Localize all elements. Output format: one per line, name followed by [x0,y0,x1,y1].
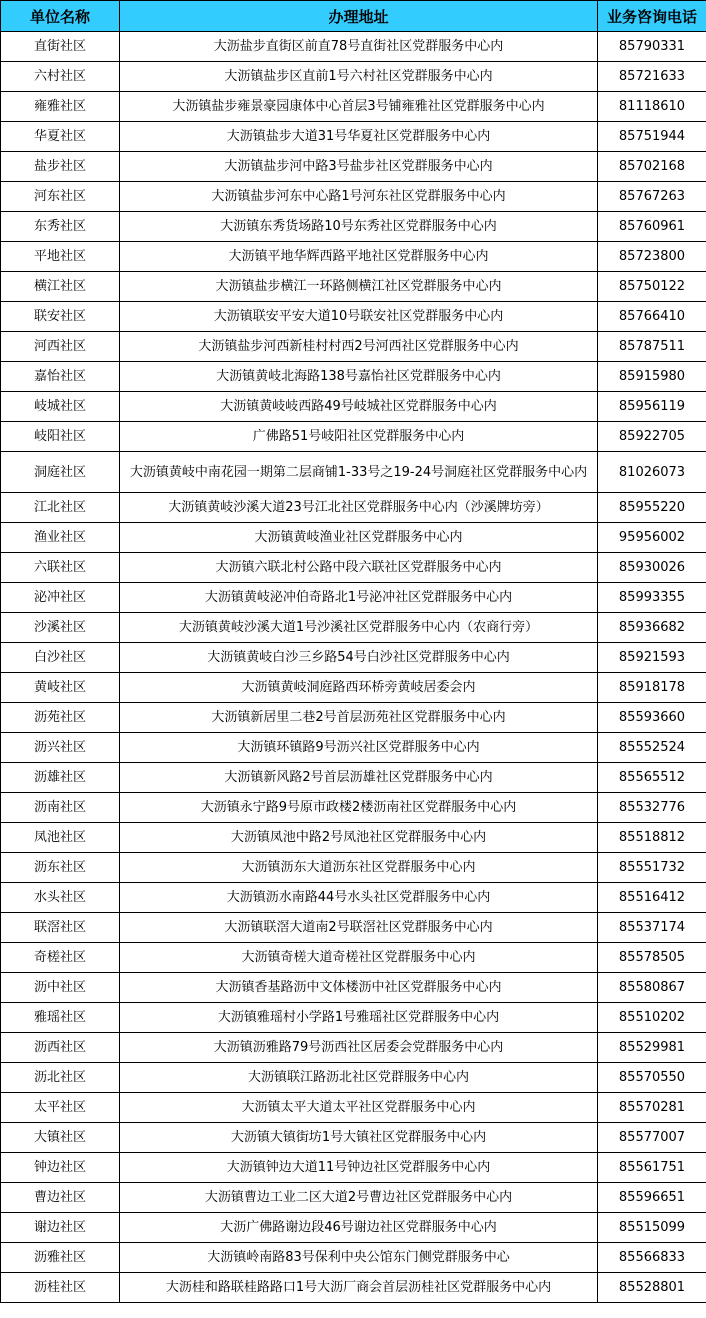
table-row [1,272,706,302]
address-cell: 大沥镇沥雅路79号沥西社区居委会党群服务中心内 [120,1033,598,1063]
table-row [1,703,706,733]
unit-name-cell: 沥南社区 [1,793,120,823]
table-row [1,332,706,362]
address-cell: 大沥镇盐步河中路3号盐步社区党群服务中心内 [120,152,598,182]
address-cell: 大沥镇盐步横江一环路侧横江社区党群服务中心内 [120,272,598,302]
address-cell: 大沥镇黄岐沙溪大道1号沙溪社区党群服务中心内（农商行旁） [120,613,598,643]
table-row [1,973,706,1003]
table-row [1,212,706,242]
unit-name-cell: 东秀社区 [1,212,120,242]
address-cell: 大沥镇雅瑶村小学路1号雅瑶社区党群服务中心内 [120,1003,598,1033]
address-cell: 大沥镇黄岐沙溪大道23号江北社区党群服务中心内（沙溪牌坊旁） [120,493,598,523]
phone-cell: 85760961 [598,212,706,242]
address-cell: 大沥镇奇槎大道奇槎社区党群服务中心内 [120,943,598,973]
unit-name-cell: 洞庭社区 [1,452,120,493]
table-row [1,913,706,943]
phone-cell: 85510202 [598,1003,706,1033]
address-cell: 大沥镇东秀货场路10号东秀社区党群服务中心内 [120,212,598,242]
table-row [1,1033,706,1063]
unit-name-cell: 水头社区 [1,883,120,913]
address-cell: 大沥镇沥东大道沥东社区党群服务中心内 [120,853,598,883]
unit-name-cell: 沥兴社区 [1,733,120,763]
table-row [1,883,706,913]
unit-name-cell: 横江社区 [1,272,120,302]
table-row [1,152,706,182]
address-cell: 大沥镇盐步雍景豪园康体中心首层3号铺雍雅社区党群服务中心内 [120,92,598,122]
phone-cell: 85918178 [598,673,706,703]
address-cell: 大沥镇大镇街坊1号大镇社区党群服务中心内 [120,1123,598,1153]
address-cell: 大沥镇盐步大道31号华夏社区党群服务中心内 [120,122,598,152]
phone-cell: 85596651 [598,1183,706,1213]
unit-name-cell: 岐阳社区 [1,422,120,452]
table-row [1,92,706,122]
phone-cell: 85565512 [598,763,706,793]
unit-name-cell: 嘉怡社区 [1,362,120,392]
table-row [1,733,706,763]
address-cell: 大沥镇黄岐渔业社区党群服务中心内 [120,523,598,553]
table-row [1,182,706,212]
address-cell: 大沥镇黄岐中南花园一期第二层商铺1-33号之19-24号洞庭社区党群服务中心内 [120,452,598,493]
address-cell: 大沥镇盐步河东中心路1号河东社区党群服务中心内 [120,182,598,212]
phone-cell: 85930026 [598,553,706,583]
address-cell: 大沥镇凤池中路2号凤池社区党群服务中心内 [120,823,598,853]
table-body [1,32,706,1303]
header-address: 办理地址 [120,1,598,32]
unit-name-cell: 太平社区 [1,1093,120,1123]
phone-cell: 85561751 [598,1153,706,1183]
address-cell: 大沥盐步直街区前直78号直街社区党群服务中心内 [120,32,598,62]
header-unit-name: 单位名称 [1,1,120,32]
address-cell: 大沥镇黄岐白沙三乡路54号白沙社区党群服务中心内 [120,643,598,673]
unit-name-cell: 渔业社区 [1,523,120,553]
unit-name-cell: 直街社区 [1,32,120,62]
phone-cell: 85570550 [598,1063,706,1093]
unit-name-cell: 沥中社区 [1,973,120,1003]
table-row [1,493,706,523]
address-cell: 大沥镇岭南路83号保利中央公馆东门侧党群服务中心 [120,1243,598,1273]
address-cell: 大沥镇盐步区直前1号六村社区党群服务中心内 [120,62,598,92]
unit-name-cell: 沥雅社区 [1,1243,120,1273]
unit-name-cell: 沥西社区 [1,1033,120,1063]
phone-cell: 85518812 [598,823,706,853]
unit-name-cell: 曹边社区 [1,1183,120,1213]
address-cell: 大沥镇太平大道太平社区党群服务中心内 [120,1093,598,1123]
unit-name-cell: 白沙社区 [1,643,120,673]
table-row [1,62,706,92]
phone-cell: 85566833 [598,1243,706,1273]
table-row [1,1213,706,1243]
phone-cell: 85993355 [598,583,706,613]
address-cell: 大沥镇黄岐洞庭路西环桥旁黄岐居委会内 [120,673,598,703]
phone-cell: 85551732 [598,853,706,883]
address-cell: 广佛路51号岐阳社区党群服务中心内 [120,422,598,452]
address-cell: 大沥镇永宁路9号原市政楼2楼沥南社区党群服务中心内 [120,793,598,823]
table-row [1,362,706,392]
unit-name-cell: 泌冲社区 [1,583,120,613]
unit-name-cell: 华夏社区 [1,122,120,152]
unit-name-cell: 沙溪社区 [1,613,120,643]
unit-name-cell: 平地社区 [1,242,120,272]
table-row [1,1123,706,1153]
phone-cell: 85956119 [598,392,706,422]
address-cell: 大沥镇环镇路9号沥兴社区党群服务中心内 [120,733,598,763]
address-cell: 大沥桂和路联桂路路口1号大沥厂商会首层沥桂社区党群服务中心内 [120,1273,598,1303]
unit-name-cell: 沥北社区 [1,1063,120,1093]
unit-name-cell: 沥雄社区 [1,763,120,793]
phone-cell: 85570281 [598,1093,706,1123]
unit-name-cell: 钟边社区 [1,1153,120,1183]
phone-cell: 85593660 [598,703,706,733]
table-row [1,523,706,553]
table-row [1,1153,706,1183]
phone-cell: 81118610 [598,92,706,122]
unit-name-cell: 大镇社区 [1,1123,120,1153]
table-row [1,673,706,703]
address-cell: 大沥镇香基路沥中文体楼沥中社区党群服务中心内 [120,973,598,1003]
unit-name-cell: 河西社区 [1,332,120,362]
unit-name-cell: 雅瑶社区 [1,1003,120,1033]
unit-name-cell: 盐步社区 [1,152,120,182]
phone-cell: 85921593 [598,643,706,673]
unit-name-cell: 河东社区 [1,182,120,212]
phone-cell: 85515099 [598,1213,706,1243]
phone-cell: 85577007 [598,1123,706,1153]
table-header [1,1,706,32]
header-row [1,1,706,32]
phone-cell: 85723800 [598,242,706,272]
address-cell: 大沥镇新居里二巷2号首层沥苑社区党群服务中心内 [120,703,598,733]
table-row [1,242,706,272]
unit-name-cell: 联滘社区 [1,913,120,943]
phone-cell: 85750122 [598,272,706,302]
unit-name-cell: 沥东社区 [1,853,120,883]
table-row [1,823,706,853]
address-cell: 大沥镇沥水南路44号水头社区党群服务中心内 [120,883,598,913]
table-row [1,1183,706,1213]
table-row [1,943,706,973]
phone-cell: 85721633 [598,62,706,92]
phone-cell: 85936682 [598,613,706,643]
table-row [1,1063,706,1093]
table-row [1,643,706,673]
address-cell: 大沥镇平地华辉西路平地社区党群服务中心内 [120,242,598,272]
address-cell: 大沥镇联安平安大道10号联安社区党群服务中心内 [120,302,598,332]
table-row [1,1003,706,1033]
address-cell: 大沥镇黄岐岐西路49号岐城社区党群服务中心内 [120,392,598,422]
phone-cell: 85766410 [598,302,706,332]
phone-cell: 85955220 [598,493,706,523]
address-cell: 大沥镇新风路2号首层沥雄社区党群服务中心内 [120,763,598,793]
unit-name-cell: 江北社区 [1,493,120,523]
table-row [1,793,706,823]
table-row [1,1243,706,1273]
unit-name-cell: 凤池社区 [1,823,120,853]
address-cell: 大沥镇黄岐泌冲伯奇路北1号泌冲社区党群服务中心内 [120,583,598,613]
phone-cell: 85580867 [598,973,706,1003]
table-row [1,452,706,493]
address-cell: 大沥镇联滘大道南2号联滘社区党群服务中心内 [120,913,598,943]
phone-cell: 85529981 [598,1033,706,1063]
phone-cell: 85915980 [598,362,706,392]
address-cell: 大沥镇六联北村公路中段六联社区党群服务中心内 [120,553,598,583]
unit-name-cell: 六联社区 [1,553,120,583]
table-row [1,32,706,62]
table-row [1,853,706,883]
address-cell: 大沥镇钟边大道11号钟边社区党群服务中心内 [120,1153,598,1183]
table-row [1,583,706,613]
table-row [1,553,706,583]
table-row [1,763,706,793]
phone-cell: 85922705 [598,422,706,452]
table-row [1,422,706,452]
unit-name-cell: 沥苑社区 [1,703,120,733]
phone-cell: 85790331 [598,32,706,62]
unit-name-cell: 联安社区 [1,302,120,332]
address-cell: 大沥广佛路谢边段46号谢边社区党群服务中心内 [120,1213,598,1243]
unit-name-cell: 雍雅社区 [1,92,120,122]
table-row [1,302,706,332]
unit-name-cell: 六村社区 [1,62,120,92]
phone-cell: 85552524 [598,733,706,763]
address-cell: 大沥镇联江路沥北社区党群服务中心内 [120,1063,598,1093]
unit-name-cell: 奇槎社区 [1,943,120,973]
unit-name-cell: 谢边社区 [1,1213,120,1243]
phone-cell: 85751944 [598,122,706,152]
table-row [1,1093,706,1123]
phone-cell: 85578505 [598,943,706,973]
address-cell: 大沥镇曹边工业二区大道2号曹边社区党群服务中心内 [120,1183,598,1213]
phone-cell: 85537174 [598,913,706,943]
table-row [1,392,706,422]
header-phone: 业务咨询电话 [598,1,706,32]
phone-cell: 81026073 [598,452,706,493]
unit-name-cell: 岐城社区 [1,392,120,422]
table-row [1,122,706,152]
phone-cell: 95956002 [598,523,706,553]
phone-cell: 85787511 [598,332,706,362]
unit-name-cell: 沥桂社区 [1,1273,120,1303]
unit-name-cell: 黄岐社区 [1,673,120,703]
address-cell: 大沥镇盐步河西新桂村村西2号河西社区党群服务中心内 [120,332,598,362]
phone-cell: 85528801 [598,1273,706,1303]
table-row [1,1273,706,1303]
phone-cell: 85767263 [598,182,706,212]
phone-cell: 85532776 [598,793,706,823]
table-row [1,613,706,643]
phone-cell: 85702168 [598,152,706,182]
address-cell: 大沥镇黄岐北海路138号嘉怡社区党群服务中心内 [120,362,598,392]
phone-cell: 85516412 [598,883,706,913]
